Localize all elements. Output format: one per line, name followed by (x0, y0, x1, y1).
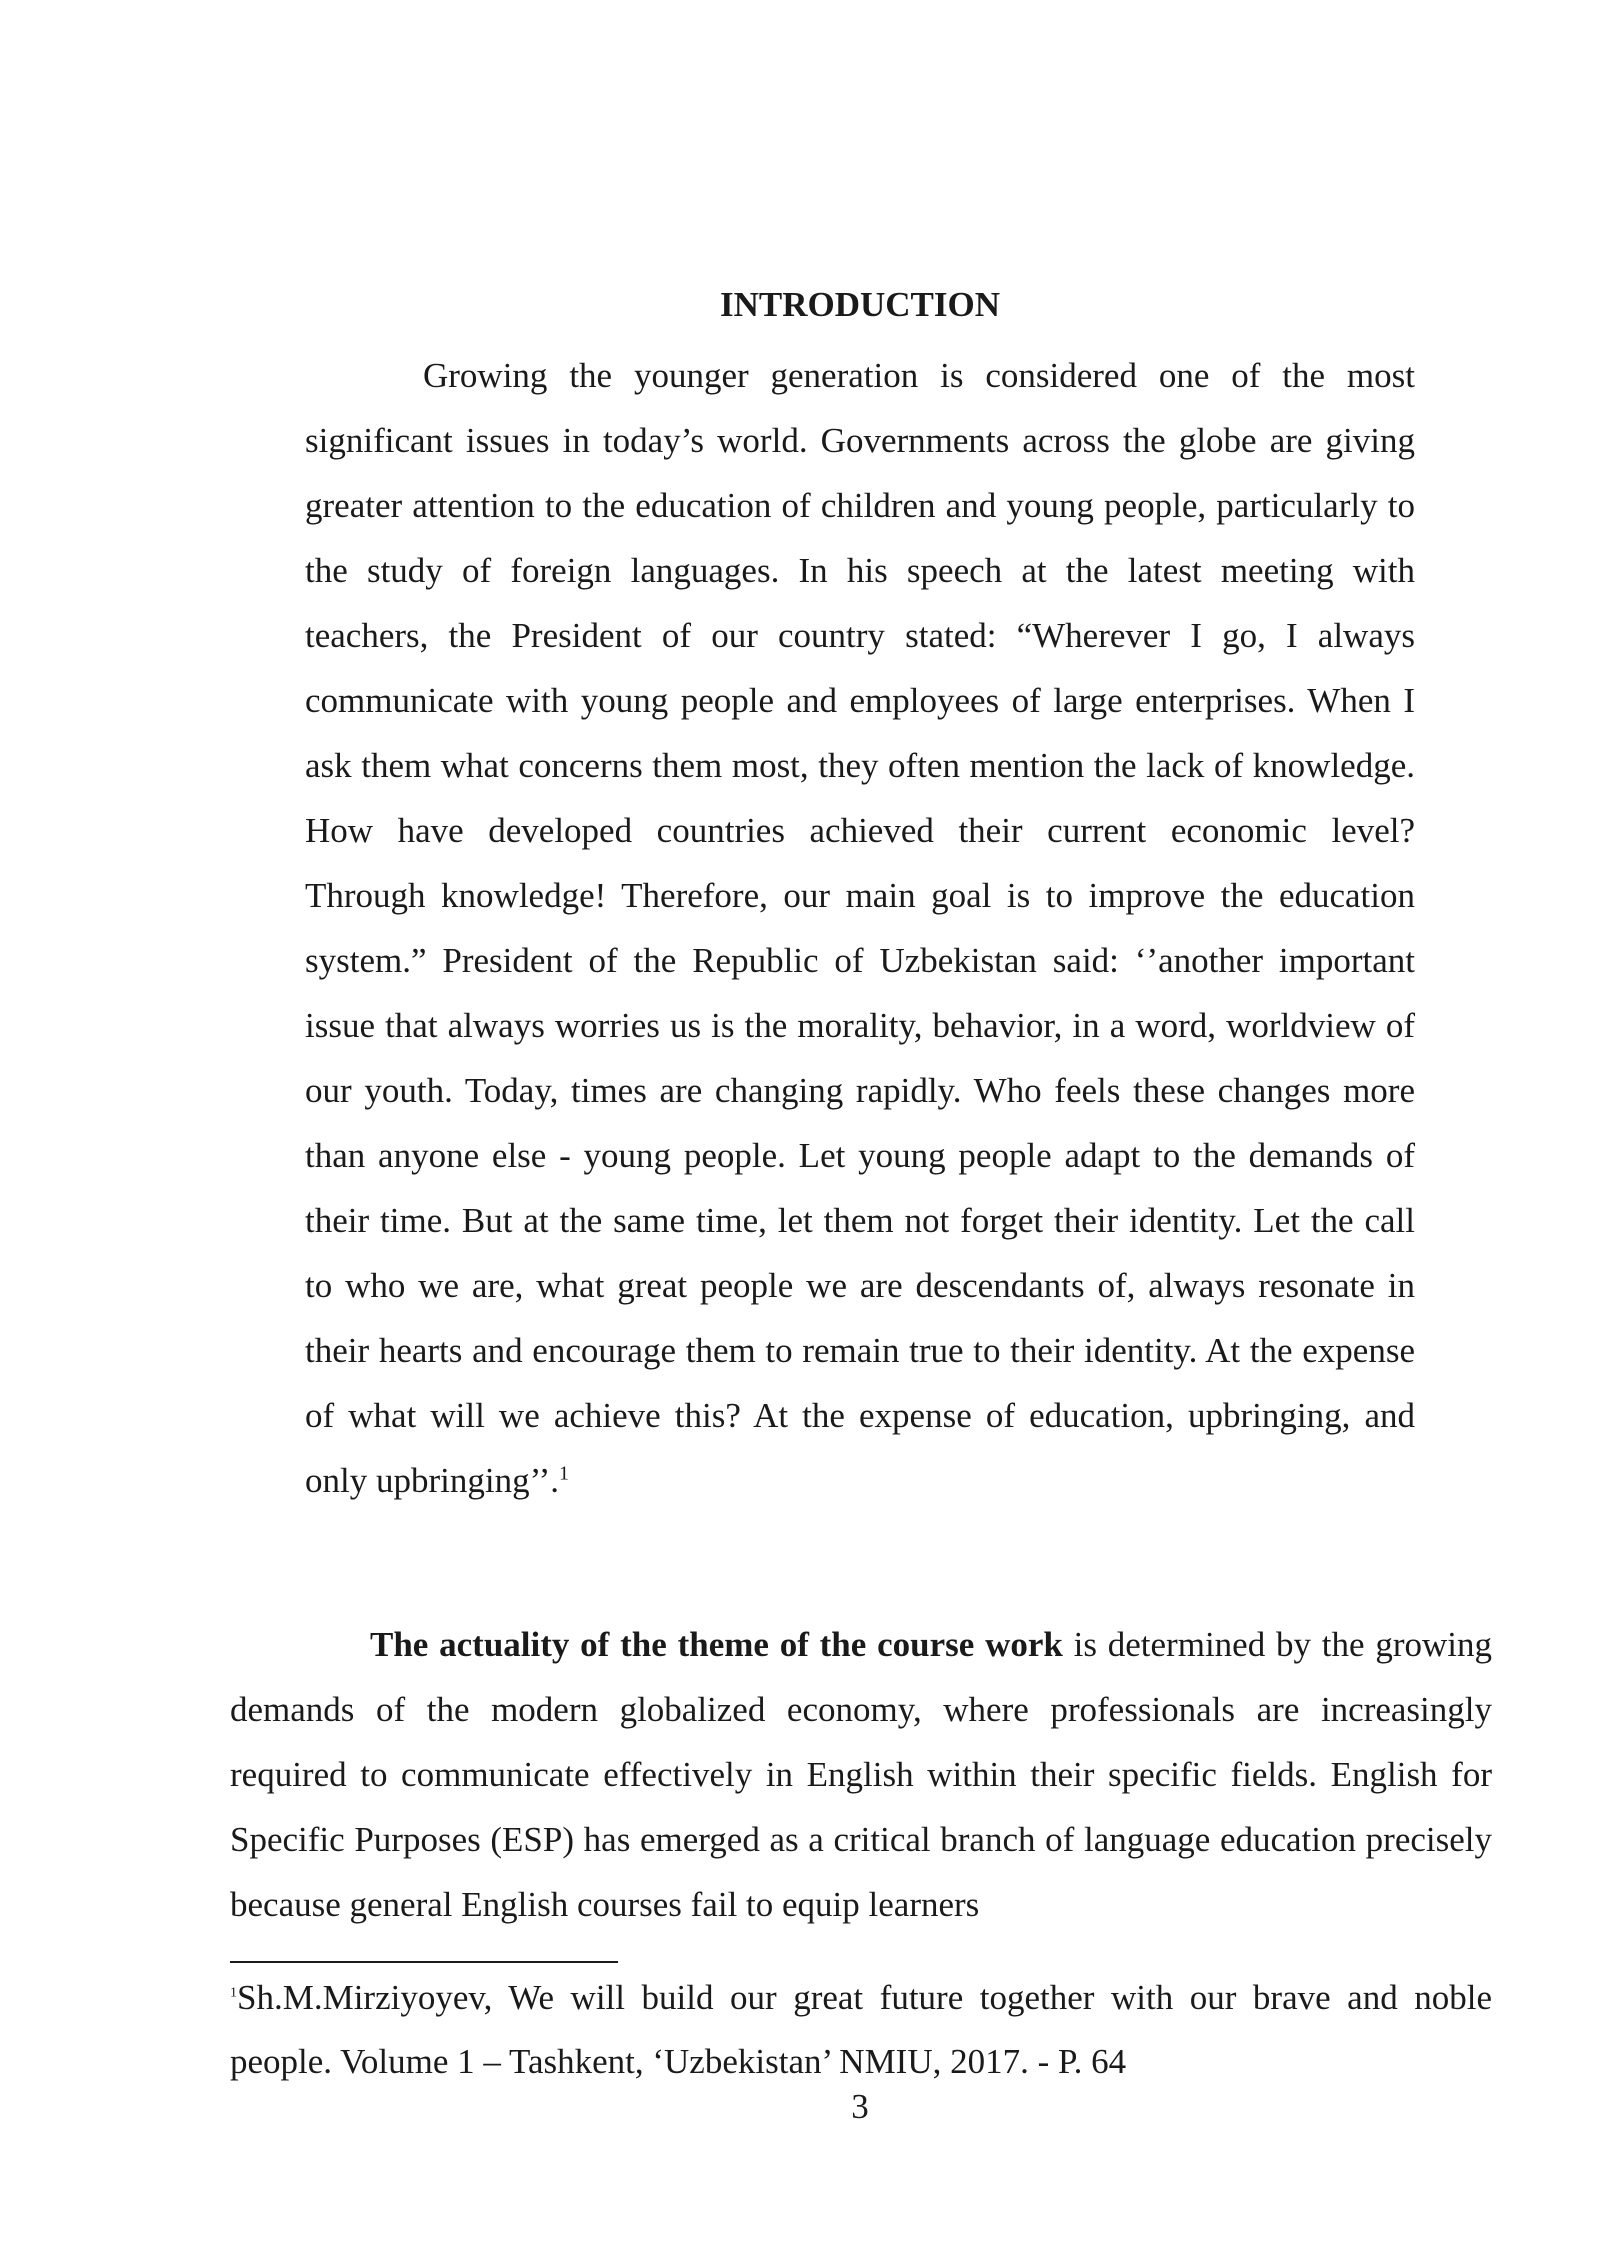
actuality-lead-bold: The actuality of the theme of the course work (370, 1625, 1063, 1664)
actuality-paragraph (230, 1612, 1492, 1937)
section-heading: INTRODUCTION (719, 285, 1001, 324)
actuality-paragraph-text: is determined by the growing demands of the modern globalized economy, where professionals are increasingly required to communicate effectively in English within their specific fields. English for Specific Purposes (ESP) has emerged as a critical branch of language education precisely because general English courses fail to equip learners (230, 1625, 1492, 1924)
footnote (230, 1966, 1492, 2094)
page-number: 3 (851, 2087, 869, 2126)
footnote-separator (230, 1961, 618, 1963)
footnote-text: Sh.M.Mirziyoyev, We will build our great future together with our brave and noble people. Volume 1 – Tashkent, ‘Uzbekistan’ NMIU, 2017. - P. 64 (230, 1978, 1492, 2081)
footnote-marker: 1 (230, 1985, 237, 2001)
intro-paragraph (305, 343, 1415, 1513)
footnote-reference: 1 (559, 1462, 570, 1485)
intro-paragraph-text: Growing the younger generation is considered one of the most significant issues in today’s world. Governments across the globe are giving greater attention to the education of children and young people, particularly to the study of foreign languages. In his speech at the latest meeting with teachers, the President of our country stated: “Wherever I go, I always communicate with young people and employees of large enterprises. When I ask them what concerns them most, they often mention the lack of knowledge. How have developed countries achieved their current economic level? Through knowledge! Therefore, our main goal is to improve the education system.” President of the Republic of Uzbekistan said: ‘’another important issue that always worries us is the morality, behavior, in a word, worldview of our youth. Today, times are changing rapidly. Who feels these changes more than anyone else - young people. Let young people adapt to the demands of their time. But at the same time, let them not forget their identity. Let the call to who we are, what great people we are descendants of, always resonate in their hearts and encourage them to remain true to their identity. At the expense of what will we achieve this? At the expense of education, upbringing, and only upbringing’’. (305, 356, 1415, 1500)
